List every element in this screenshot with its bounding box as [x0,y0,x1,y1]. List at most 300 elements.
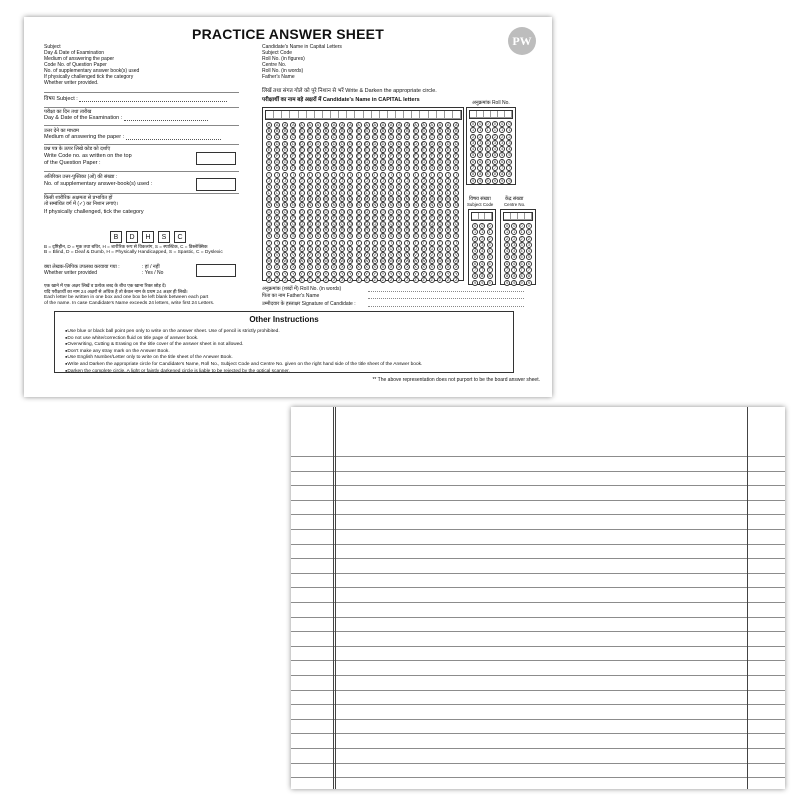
omr-bubble[interactable]: P [275,215,279,220]
omr-bubble[interactable]: N [308,203,312,208]
roll-digit-boxes[interactable] [469,110,513,119]
entry-box[interactable] [498,111,505,118]
omr-bubble[interactable]: 3 [488,242,491,247]
omr-bubble[interactable]: M [324,197,328,202]
omr-bubble[interactable]: D [446,141,450,146]
omr-bubble[interactable]: K [284,184,287,189]
omr-bubble[interactable]: P [292,215,295,220]
omr-bubble[interactable]: U [283,246,287,251]
omr-bubble[interactable]: N [283,203,287,208]
entry-box[interactable] [323,111,331,119]
omr-bubble[interactable]: Z [275,277,279,282]
omr-bubble[interactable]: Q [300,222,304,226]
omr-bubble[interactable]: S [308,234,311,239]
omr-bubble[interactable]: 0 [513,224,516,228]
omr-bubble[interactable]: V [324,252,328,257]
omr-bubble[interactable]: O [324,209,328,214]
omr-bubble[interactable]: F [438,153,442,158]
omr-bubble[interactable]: M [446,197,450,202]
omr-bubble[interactable]: 6 [471,159,475,164]
omr-bubble[interactable]: 7 [513,268,516,273]
omr-bubble[interactable]: W [446,259,450,264]
omr-bubble[interactable]: 5 [486,153,489,158]
omr-bubble[interactable]: Y [446,271,450,276]
omr-bubble[interactable]: 0 [488,224,491,228]
omr-bubble[interactable]: K [275,184,279,189]
omr-bubble[interactable]: B [414,129,417,134]
omr-bubble[interactable]: E [422,147,425,152]
omr-bubble[interactable]: G [332,160,336,165]
omr-bubble[interactable]: R [373,228,377,233]
omr-bubble[interactable]: X [308,265,311,270]
omr-bubble[interactable]: K [446,184,450,189]
omr-bubble[interactable]: E [397,147,401,152]
omr-bubble[interactable]: P [406,215,409,220]
omr-bubble[interactable]: L [365,191,368,196]
omr-bubble[interactable]: C [357,135,360,140]
medium-field[interactable] [44,134,221,140]
omr-bubble[interactable]: A [438,123,442,127]
omr-bubble[interactable]: 1 [513,230,516,235]
omr-bubble[interactable]: V [454,252,458,257]
omr-bubble[interactable]: 5 [488,255,491,260]
omr-bubble[interactable]: I [282,172,288,178]
name-bubble-grid[interactable] [266,122,461,283]
omr-bubble[interactable]: C [332,135,336,140]
omr-bubble[interactable]: D [414,141,417,146]
omr-bubble[interactable]: 3 [508,140,511,145]
omr-bubble[interactable]: Q [373,222,377,226]
omr-bubble[interactable]: O [332,209,336,214]
omr-bubble[interactable]: I [274,172,280,178]
omr-bubble[interactable]: E [316,147,320,152]
omr-bubble[interactable]: 0 [508,122,511,126]
omr-bubble[interactable]: H [406,166,409,171]
omr-bubble[interactable]: S [292,234,295,239]
omr-bubble[interactable]: O [340,209,344,214]
omr-bubble[interactable]: A [365,123,368,127]
omr-bubble[interactable]: 0 [520,224,523,228]
omr-bubble[interactable]: J [315,178,321,184]
omr-bubble[interactable]: X [414,265,417,270]
omr-bubble[interactable]: J [396,178,402,184]
omr-bubble[interactable]: 1 [486,128,489,133]
omr-bubble[interactable]: I [266,172,272,178]
omr-bubble[interactable]: G [446,160,450,165]
omr-bubble[interactable]: E [275,147,279,152]
omr-bubble[interactable]: D [406,141,409,146]
omr-bubble[interactable]: V [446,252,450,257]
omr-bubble[interactable]: A [389,123,393,127]
omr-bubble[interactable]: Z [422,277,425,282]
omr-bubble[interactable]: B [454,129,458,134]
omr-bubble[interactable]: U [316,246,320,251]
omr-bubble[interactable]: 1 [493,128,496,133]
entry-box[interactable] [470,111,477,118]
omr-bubble[interactable]: C [300,135,303,140]
omr-bubble[interactable]: I [323,172,329,178]
entry-box[interactable] [477,111,484,118]
omr-bubble[interactable]: 8 [488,274,491,279]
omr-bubble[interactable]: R [397,228,401,233]
omr-bubble[interactable]: J [453,178,459,184]
omr-bubble[interactable]: A [349,123,352,127]
omr-bubble[interactable]: N [316,203,320,208]
omr-bubble[interactable]: Y [275,271,279,276]
omr-bubble[interactable]: Q [291,222,295,226]
subject-field[interactable] [44,96,227,102]
entry-box[interactable] [282,111,290,119]
omr-bubble[interactable]: G [405,160,409,165]
omr-bubble[interactable]: I [372,172,378,178]
omr-bubble[interactable]: R [454,228,458,233]
omr-bubble[interactable]: 6 [520,261,523,266]
omr-bubble[interactable]: U [324,246,328,251]
omr-bubble[interactable]: L [284,191,287,196]
omr-bubble[interactable]: U [308,246,312,251]
omr-bubble[interactable]: H [389,166,393,171]
entry-box[interactable] [331,111,339,119]
omr-bubble[interactable]: Q [430,222,434,226]
omr-bubble[interactable]: 1 [505,230,509,235]
omr-bubble[interactable]: V [406,252,409,257]
omr-bubble[interactable]: L [349,191,352,196]
omr-bubble[interactable]: 8 [486,172,489,177]
omr-bubble[interactable]: X [381,265,385,270]
omr-bubble[interactable]: J [274,178,280,184]
omr-bubble[interactable]: E [446,147,450,152]
omr-bubble[interactable]: O [381,209,385,214]
omr-bubble[interactable]: A [332,123,336,127]
omr-bubble[interactable]: 5 [505,255,509,260]
entry-box[interactable] [412,111,420,119]
entry-box[interactable] [437,111,445,119]
omr-bubble[interactable]: D [430,141,434,146]
omr-bubble[interactable]: O [275,209,279,214]
omr-bubble[interactable]: Z [414,277,417,282]
omr-bubble[interactable]: R [316,228,320,233]
omr-bubble[interactable]: P [381,215,385,220]
omr-bubble[interactable]: H [308,166,312,171]
omr-bubble[interactable]: Y [308,271,311,276]
omr-bubble[interactable]: X [324,265,328,270]
writer-input-box[interactable] [196,264,236,277]
omr-bubble[interactable]: 8 [481,274,484,279]
omr-bubble[interactable]: T [275,240,279,245]
omr-bubble[interactable]: V [316,252,320,257]
omr-bubble[interactable]: C [406,135,409,140]
omr-bubble[interactable]: 6 [479,159,482,164]
omr-bubble[interactable]: E [284,147,287,152]
omr-bubble[interactable]: J [299,178,305,184]
omr-bubble[interactable]: V [340,252,344,257]
omr-bubble[interactable]: L [357,191,360,196]
omr-bubble[interactable]: U [267,246,271,251]
omr-bubble[interactable]: V [275,252,279,257]
omr-bubble[interactable]: C [446,135,450,140]
omr-bubble[interactable]: 3 [486,140,489,145]
omr-bubble[interactable]: H [357,166,360,171]
omr-bubble[interactable]: F [275,153,279,158]
omr-bubble[interactable]: 9 [520,280,523,285]
omr-bubble[interactable]: L [438,191,442,196]
omr-bubble[interactable]: 1 [501,128,504,133]
omr-bubble[interactable]: D [381,141,385,146]
omr-bubble[interactable]: F [446,153,450,158]
omr-bubble[interactable]: G [414,160,418,165]
omr-bubble[interactable]: K [430,184,434,189]
omr-bubble[interactable]: R [446,228,450,233]
omr-bubble[interactable]: I [339,172,345,178]
omr-bubble[interactable]: C [373,135,377,140]
omr-bubble[interactable]: C [414,135,417,140]
omr-bubble[interactable]: T [349,240,352,245]
omr-bubble[interactable]: Y [381,271,385,276]
omr-bubble[interactable]: P [349,215,352,220]
omr-bubble[interactable]: S [365,234,368,239]
omr-bubble[interactable]: W [356,259,361,264]
omr-bubble[interactable]: A [381,123,385,127]
omr-bubble[interactable]: F [357,153,360,158]
omr-bubble[interactable]: I [331,172,337,178]
omr-bubble[interactable]: O [308,209,312,214]
omr-bubble[interactable]: R [357,228,360,233]
omr-bubble[interactable]: D [275,141,279,146]
omr-bubble[interactable]: 9 [471,178,475,183]
entry-box[interactable] [396,111,404,119]
omr-bubble[interactable]: R [422,228,426,233]
omr-bubble[interactable]: B [373,129,377,134]
omr-bubble[interactable]: H [446,166,450,171]
omr-bubble[interactable]: 6 [473,261,477,266]
omr-bubble[interactable]: Y [300,271,303,276]
omr-bubble[interactable]: D [454,141,458,146]
omr-bubble[interactable]: U [340,246,344,251]
omr-bubble[interactable]: X [357,265,360,270]
omr-bubble[interactable]: X [300,265,303,270]
omr-bubble[interactable]: O [316,209,320,214]
omr-bubble[interactable]: N [454,203,458,208]
omr-bubble[interactable]: U [406,246,409,251]
omr-bubble[interactable]: Z [373,277,376,282]
entry-box[interactable] [525,213,532,220]
omr-bubble[interactable]: K [340,184,344,189]
omr-bubble[interactable]: H [381,166,385,171]
omr-bubble[interactable]: K [406,184,409,189]
omr-bubble[interactable]: 2 [527,236,530,241]
omr-bubble[interactable]: Z [349,277,352,282]
omr-bubble[interactable]: T [414,240,417,245]
omr-bubble[interactable]: 7 [486,166,489,171]
omr-bubble[interactable]: O [430,209,434,214]
omr-bubble[interactable]: I [437,172,443,178]
omr-bubble[interactable]: K [332,184,336,189]
omr-bubble[interactable]: N [275,203,279,208]
omr-bubble[interactable]: M [430,197,434,202]
omr-bubble[interactable]: 0 [493,122,496,126]
omr-bubble[interactable]: J [347,178,353,184]
omr-bubble[interactable]: R [324,228,328,233]
omr-bubble[interactable]: B [292,129,295,134]
omr-bubble[interactable]: 9 [505,280,509,285]
omr-bubble[interactable]: Z [341,277,344,282]
omr-bubble[interactable]: I [364,172,370,178]
omr-bubble[interactable]: K [267,184,271,189]
omr-bubble[interactable]: Q [283,222,287,226]
omr-bubble[interactable]: V [349,252,352,257]
omr-bubble[interactable]: F [381,153,385,158]
omr-bubble[interactable]: C [308,135,312,140]
omr-bubble[interactable]: Y [454,271,458,276]
omr-bubble[interactable]: A [292,123,295,127]
signature-field[interactable] [262,301,356,307]
omr-bubble[interactable]: 6 [513,261,516,266]
omr-bubble[interactable]: 8 [527,274,530,279]
omr-bubble[interactable]: L [406,191,409,196]
omr-bubble[interactable]: O [446,209,450,214]
omr-bubble[interactable]: F [308,153,311,158]
omr-bubble[interactable]: A [284,123,287,127]
omr-bubble[interactable]: I [396,172,402,178]
omr-bubble[interactable]: 1 [508,128,511,133]
omr-bubble[interactable]: E [454,147,458,152]
omr-bubble[interactable]: X [406,265,409,270]
omr-bubble[interactable]: 0 [479,122,482,126]
omr-bubble[interactable]: R [349,228,352,233]
omr-bubble[interactable]: L [422,191,425,196]
entry-box[interactable] [511,213,518,220]
omr-bubble[interactable]: H [430,166,434,171]
omr-bubble[interactable]: T [332,240,336,245]
omr-bubble[interactable]: 0 [505,224,509,228]
category-box-h[interactable]: H [142,231,154,243]
omr-bubble[interactable]: B [381,129,385,134]
omr-bubble[interactable]: W [332,259,336,264]
omr-bubble[interactable]: A [275,123,279,127]
omr-bubble[interactable]: 3 [493,140,496,145]
omr-bubble[interactable]: Y [340,271,344,276]
entry-box[interactable] [485,213,492,220]
omr-bubble[interactable]: E [373,147,377,152]
omr-bubble[interactable]: S [267,234,271,239]
omr-bubble[interactable]: 2 [471,134,475,139]
omr-bubble[interactable]: 2 [493,134,496,139]
omr-bubble[interactable]: Z [332,277,336,282]
omr-bubble[interactable]: T [292,240,295,245]
omr-bubble[interactable]: Y [365,271,368,276]
omr-bubble[interactable]: F [284,153,287,158]
omr-bubble[interactable]: W [413,259,418,264]
omr-bubble[interactable]: V [373,252,377,257]
omr-bubble[interactable]: W [324,259,328,264]
omr-bubble[interactable]: W [348,259,353,264]
omr-bubble[interactable]: Y [406,271,409,276]
omr-bubble[interactable]: O [414,209,418,214]
date-field[interactable] [44,115,208,121]
omr-bubble[interactable]: 4 [493,147,496,152]
omr-bubble[interactable]: T [398,240,401,245]
omr-bubble[interactable]: U [381,246,385,251]
omr-bubble[interactable]: L [333,191,336,196]
omr-bubble[interactable]: O [397,209,401,214]
omr-bubble[interactable]: N [357,203,360,208]
omr-bubble[interactable]: K [397,184,401,189]
omr-bubble[interactable]: 7 [508,166,511,171]
omr-bubble[interactable]: T [430,240,433,245]
omr-bubble[interactable]: S [284,234,287,239]
omr-bubble[interactable]: X [340,265,344,270]
omr-bubble[interactable]: T [422,240,425,245]
omr-bubble[interactable]: Q [422,222,426,226]
omr-bubble[interactable]: 3 [473,242,477,247]
omr-bubble[interactable]: I [445,172,451,178]
omr-bubble[interactable]: 5 [479,153,482,158]
omr-bubble[interactable]: Q [389,222,393,226]
omr-bubble[interactable]: 4 [501,147,504,152]
entry-box[interactable] [347,111,355,119]
omr-bubble[interactable]: H [292,166,295,171]
omr-bubble[interactable]: M [299,197,304,202]
omr-bubble[interactable]: 1 [481,230,484,235]
omr-bubble[interactable]: Y [414,271,417,276]
omr-bubble[interactable]: K [414,184,417,189]
omr-bubble[interactable]: 6 [501,159,504,164]
omr-bubble[interactable]: Y [267,271,271,276]
omr-bubble[interactable]: P [267,215,271,220]
omr-bubble[interactable]: C [397,135,401,140]
omr-bubble[interactable]: Q [324,222,328,226]
omr-bubble[interactable]: K [422,184,425,189]
omr-bubble[interactable]: N [422,203,426,208]
omr-bubble[interactable]: K [316,184,320,189]
omr-bubble[interactable]: L [267,191,271,196]
entry-box[interactable] [380,111,388,119]
omr-bubble[interactable]: L [390,191,393,196]
omr-bubble[interactable]: C [340,135,344,140]
omr-bubble[interactable]: J [445,178,451,184]
omr-bubble[interactable]: Z [455,277,458,282]
omr-bubble[interactable]: Y [332,271,336,276]
omr-bubble[interactable]: I [453,172,459,178]
omr-bubble[interactable]: W [299,259,304,264]
supp-input-box[interactable] [196,178,236,191]
entry-box[interactable] [388,111,396,119]
omr-bubble[interactable]: 1 [520,230,523,235]
omr-bubble[interactable]: M [389,197,393,202]
omr-bubble[interactable]: Z [398,277,401,282]
omr-bubble[interactable]: Y [397,271,401,276]
omr-bubble[interactable]: C [365,135,369,140]
omr-bubble[interactable]: G [340,160,344,165]
omr-bubble[interactable]: F [373,153,376,158]
omr-bubble[interactable]: S [324,234,328,239]
omr-bubble[interactable]: V [292,252,295,257]
omr-bubble[interactable]: L [373,191,376,196]
omr-bubble[interactable]: C [316,135,320,140]
omr-bubble[interactable]: U [438,246,442,251]
omr-bubble[interactable]: H [422,166,426,171]
omr-bubble[interactable]: 6 [527,261,530,266]
omr-bubble[interactable]: Z [284,277,287,282]
entry-box[interactable] [505,111,512,118]
omr-bubble[interactable]: F [300,153,303,158]
omr-bubble[interactable]: 3 [471,140,475,145]
omr-bubble[interactable]: X [430,265,434,270]
omr-bubble[interactable]: G [389,160,393,165]
omr-bubble[interactable]: D [332,141,336,146]
omr-bubble[interactable]: 9 [479,178,482,183]
omr-bubble[interactable]: Z [446,277,450,282]
